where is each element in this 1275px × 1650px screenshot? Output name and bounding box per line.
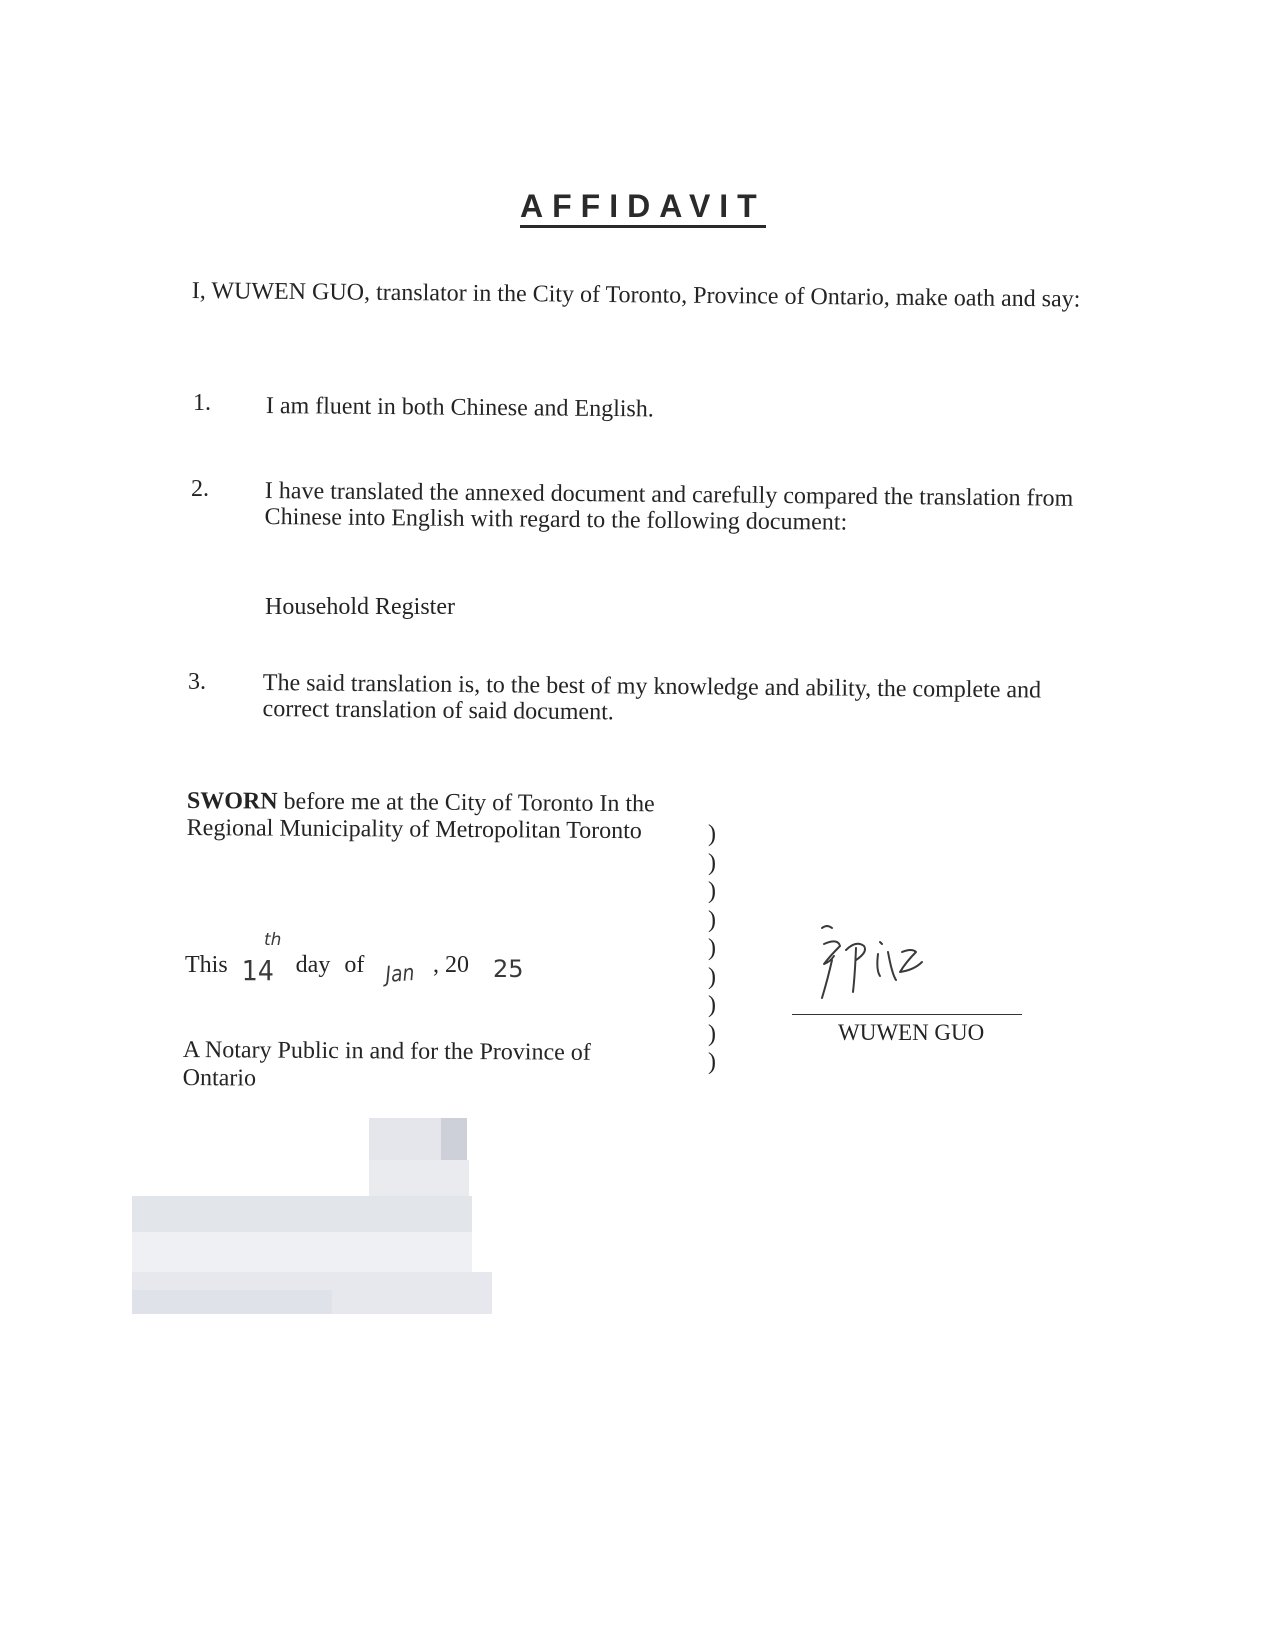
bracket: ) bbox=[708, 849, 716, 876]
bracket: ) bbox=[708, 906, 716, 933]
signature-mark bbox=[818, 920, 978, 1015]
item-text-3: The said translation is, to the best of my knowledge and ability, the complete and correct translation of said document. bbox=[262, 670, 1042, 726]
notary-caption: A Notary Public in and for the Province of Ontario bbox=[182, 1037, 591, 1092]
bracket: ) bbox=[708, 878, 716, 904]
item-text-2: I have translated the annexed document and carefully compared the translation from Chinese into English with regard to the following document: bbox=[264, 478, 1074, 536]
document-title: AFFIDAVIT bbox=[520, 188, 766, 228]
sworn-bold: SWORN bbox=[186, 788, 278, 815]
sworn-clause bbox=[187, 788, 677, 845]
handwritten-day-suffix: th bbox=[264, 930, 282, 950]
handwritten-month: Jan bbox=[384, 961, 416, 988]
sworn-rest: before me at the City of Toronto In the Regional Municipality of Metropolitan Toronto bbox=[186, 788, 655, 845]
bracket: ) bbox=[708, 1049, 716, 1075]
date-year-prefix: , 20 bbox=[433, 952, 469, 978]
bracket: ) bbox=[708, 821, 716, 847]
bracket-column bbox=[708, 820, 716, 1077]
signature-line bbox=[792, 1014, 1022, 1015]
signer-name: WUWEN GUO bbox=[838, 1020, 985, 1045]
item-text-1: I am fluent in both Chinese and English. bbox=[265, 393, 654, 423]
item-number-1: 1. bbox=[193, 390, 211, 416]
bracket: ) bbox=[708, 963, 716, 990]
bracket: ) bbox=[708, 1020, 716, 1047]
bracket: ) bbox=[708, 935, 716, 961]
bracket: ) bbox=[708, 992, 716, 1018]
item-number-3: 3. bbox=[188, 669, 206, 695]
handwritten-day: 14 bbox=[241, 954, 274, 987]
date-this: This bbox=[185, 952, 228, 978]
intro-paragraph: I, WUWEN GUO, translator in the City of Toronto, Province of Ontario, make oath and say: bbox=[191, 278, 1081, 313]
handwritten-year: 25 bbox=[493, 955, 524, 983]
item-number-2: 2. bbox=[191, 476, 209, 502]
date-day-of: day of bbox=[295, 952, 365, 978]
document-name: Household Register bbox=[265, 594, 455, 620]
